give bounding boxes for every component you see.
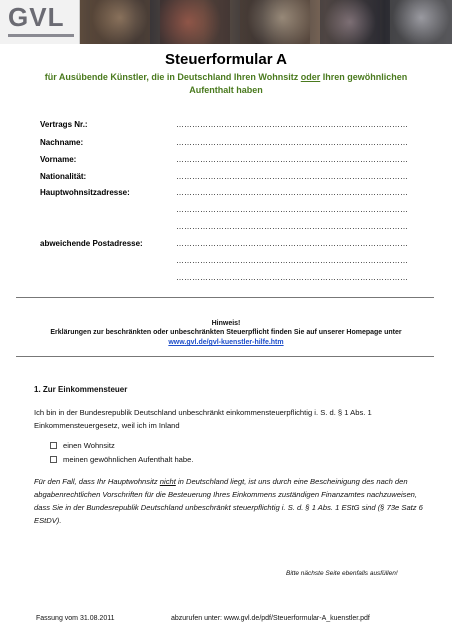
field-input-nationalitaet[interactable]: …………………………………………………………………………… <box>176 172 408 181</box>
subtitle-part1: für Ausübende Künstler, die in Deutschland Ihren Wohnsitz <box>44 72 301 82</box>
field-label-nachname: Nachname: <box>40 138 84 147</box>
page-title: Steuerformular A <box>165 51 287 68</box>
field-input-hauptwohnsitz-1[interactable]: …………………………………………………………………………… <box>176 188 408 197</box>
checkbox-wohnsitz[interactable] <box>50 442 57 449</box>
field-input-postadresse-2[interactable]: …………………………………………………………………………… <box>176 256 408 265</box>
option-aufenthalt[interactable] <box>50 455 193 464</box>
field-label-hauptwohnsitz: Hauptwohnsitzadresse: <box>40 188 130 197</box>
field-input-hauptwohnsitz-3[interactable]: …………………………………………………………………………… <box>176 222 408 231</box>
checkbox-aufenthalt[interactable] <box>50 456 57 463</box>
note-part1: Für den Fall, dass Ihr Hauptwohnsitz <box>34 477 160 486</box>
option-aufenthalt-label: meinen gewöhnlichen Aufenthalt habe. <box>63 455 194 464</box>
banner-photo-strip <box>390 0 452 44</box>
note-part2: in Deutschland liegt, ist uns durch eine Bescheinigung des nach den abgabenrechtlichen Vorschriften für die Besteuerung Ihres Einkommens zuständigen Finanzamtes nachzuweisen, dass Sie in der Bundesrepublik Deutschland unbeschränkt steuerpflichtig i. S. d. § 1 Abs. 1 EStG sind (§ 73e Satz 6 EStDV). <box>34 477 423 525</box>
section-intro: Ich bin in der Bundesrepublik Deutschland unbeschränkt einkommensteuerpflichtig i. S. d. § 1 Abs. 1 Einkommensteuergesetz, weil ich im Inland <box>34 408 372 430</box>
banner-photo-strip <box>90 0 150 44</box>
footer-source: abzurufen unter: www.gvl.de/pdf/Steuerformular-A_kuenstler.pdf <box>171 615 370 622</box>
field-input-hauptwohnsitz-2[interactable]: …………………………………………………………………………… <box>176 205 408 214</box>
divider <box>16 297 434 298</box>
field-label-postadresse: abweichende Postadresse: <box>40 239 143 248</box>
hinweis-link[interactable]: www.gvl.de/gvl-kuenstler-hilfe.htm <box>168 339 284 346</box>
field-input-postadresse-3[interactable]: …………………………………………………………………………… <box>176 273 408 282</box>
divider <box>16 356 434 357</box>
option-wohnsitz[interactable] <box>50 441 115 450</box>
hinweis-text: Erklärungen zur beschränkten oder unbeschränkten Steuerpflicht finden Sie auf unserer Homepage unter <box>50 329 402 336</box>
section-title-einkommensteuer: 1. Zur Einkommensteuer <box>34 385 128 394</box>
field-input-postadresse-1[interactable]: …………………………………………………………………………… <box>176 239 408 248</box>
subtitle-oder: oder <box>300 72 321 82</box>
banner-photo-strip <box>240 0 310 44</box>
option-wohnsitz-label: einen Wohnsitz <box>63 441 115 450</box>
field-input-vertrags-nr[interactable]: …………………………………………………………………………… <box>176 120 408 129</box>
hinweis-title: Hinweis! <box>211 320 241 327</box>
gvl-logo <box>0 0 80 44</box>
field-label-nationalitaet: Nationalität: <box>40 172 87 181</box>
banner-photo-strip <box>320 0 380 44</box>
field-input-nachname[interactable]: …………………………………………………………………………… <box>176 138 408 147</box>
page-subtitle <box>28 71 424 97</box>
logo-underline <box>8 34 74 37</box>
next-page-note: Bitte nächste Seite ebenfalls ausfüllen! <box>286 570 398 577</box>
section-note <box>34 475 428 527</box>
note-nicht: nicht <box>159 477 176 486</box>
banner-photo-strip <box>160 0 230 44</box>
subtitle-part2: Ihren gewöhnlichen Aufenthalt haben <box>189 72 408 95</box>
header-banner <box>0 0 452 44</box>
footer-version: Fassung vom 31.08.2011 <box>36 615 115 622</box>
logo-text: GVL <box>8 2 65 32</box>
field-label-vorname: Vorname: <box>40 155 77 164</box>
field-input-vorname[interactable]: …………………………………………………………………………… <box>176 155 408 164</box>
field-label-vertrags-nr: Vertrags Nr.: <box>40 120 88 129</box>
